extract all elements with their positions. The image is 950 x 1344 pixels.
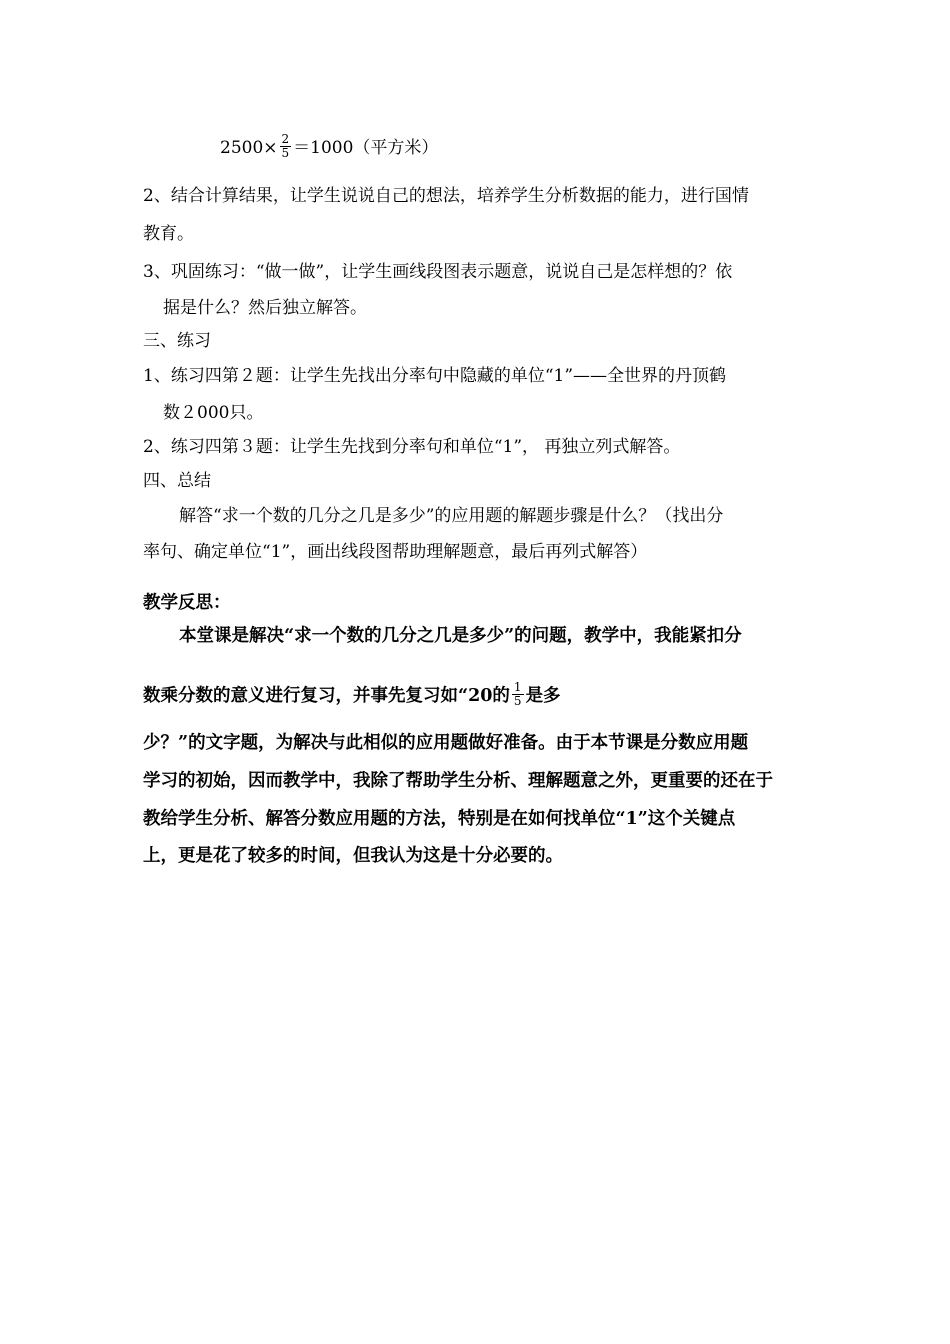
reflection-line-4: 学习的初始，因而教学中，我除了帮助学生分析、理解题意之外，更重要的还在于: [143, 771, 773, 791]
practice-1-line-2: 数２000只。: [163, 403, 264, 423]
fraction-two-fifths: [280, 133, 292, 160]
reflection-line-6: 上，更是花了较多的时间，但我认为这是十分必要的。: [143, 846, 563, 866]
practice-2-line: 2、练习四第３题：让学生先找到分率句和单位“1”， 再独立列式解答。: [143, 437, 681, 457]
fraction-numerator: 1: [513, 680, 522, 694]
fraction-denominator: 5: [281, 146, 290, 160]
reflection-heading: 教学反思：: [143, 593, 231, 613]
reflection-line-3: 少？”的文字题，为解决与此相似的应用题做好准备。由于本节课是分数应用题: [143, 733, 749, 753]
reflection-line-2: [143, 680, 813, 710]
formula-line: [220, 132, 890, 162]
reflection-line-1: 本堂课是解决“求一个数的几分之几是多少”的问题，教学中，我能紧扣分: [179, 626, 742, 646]
section-4-heading: 四、总结: [143, 471, 211, 491]
reflection-line-2-start: 数乘分数的意义进行复习，并事先复习如“20的: [143, 686, 510, 706]
fraction-numerator: 2: [281, 132, 290, 146]
formula-right: ＝1000（平方米）: [293, 138, 439, 158]
reflection-line-2-end: 是多: [525, 686, 561, 706]
step-3-line-2: 据是什么？然后独立解答。: [163, 298, 367, 318]
summary-line-2: 率句、确定单位“1”，画出线段图帮助理解题意，最后再列式解答）: [143, 542, 648, 562]
practice-1-line-1: 1、练习四第２题：让学生先找出分率句中隐藏的单位“1”——全世界的丹顶鹤: [143, 366, 727, 386]
formula-left: 2500×: [220, 138, 278, 158]
summary-line-1: 解答“求一个数的几分之几是多少”的应用题的解题步骤是什么？（找出分: [179, 506, 724, 526]
step-2-line-2: 教育。: [143, 224, 194, 244]
fraction-one-fifth: [512, 681, 524, 708]
reflection-line-5: 教给学生分析、解答分数应用题的方法，特别是在如何找单位“1”这个关键点: [143, 809, 736, 829]
step-2-line-1: 2、结合计算结果，让学生说说自己的想法，培养学生分析数据的能力，进行国情: [143, 186, 749, 206]
fraction-denominator: 5: [513, 694, 522, 708]
step-3-line-1: 3、巩固练习：“做一做”，让学生画线段图表示题意，说说自己是怎样想的？依: [143, 262, 733, 282]
section-3-heading: 三、练习: [143, 331, 211, 351]
